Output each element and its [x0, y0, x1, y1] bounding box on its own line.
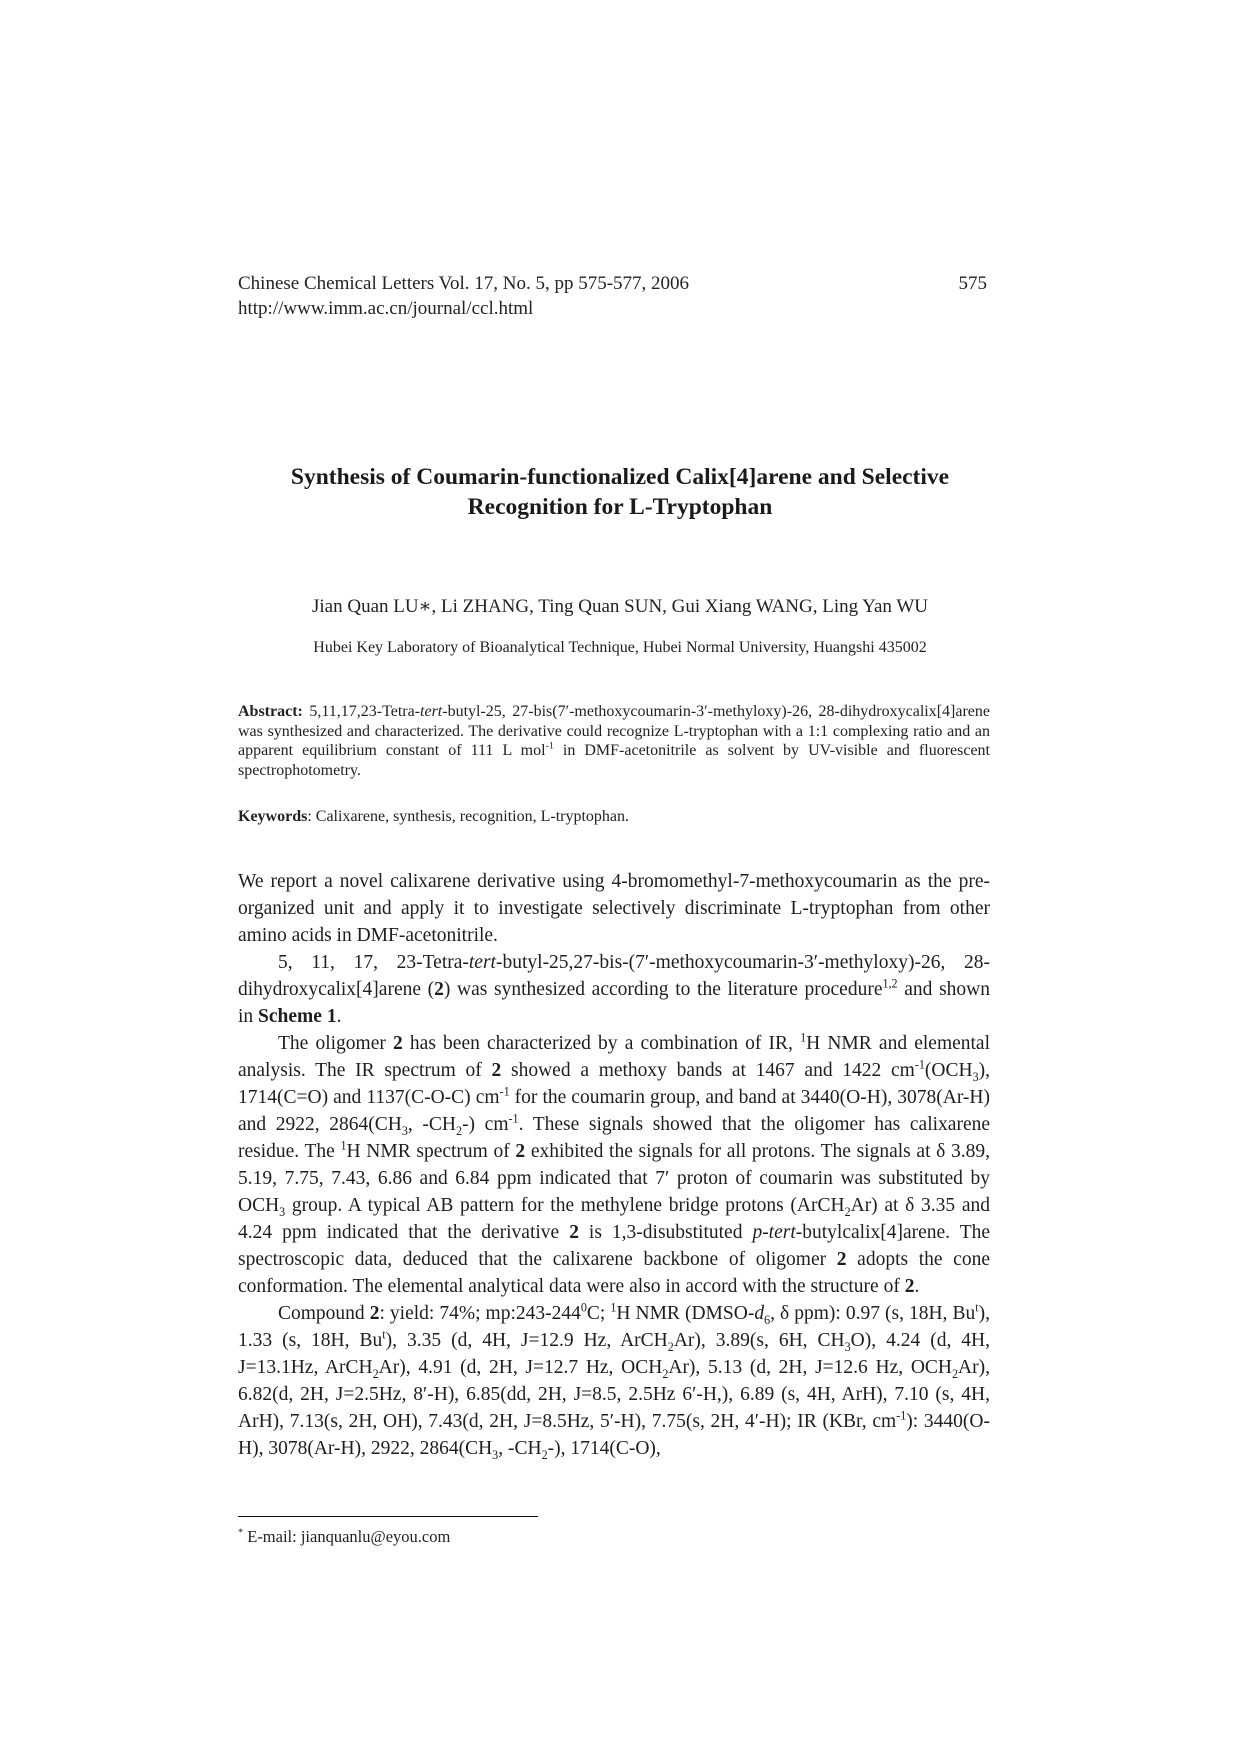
title-line-1: Synthesis of Coumarin-functionalized Calix[4]arene and Selective	[290, 464, 950, 490]
footnote-divider	[238, 1516, 538, 1517]
keywords	[238, 808, 629, 826]
footnote-mark: *	[238, 1527, 244, 1539]
footnote	[238, 1527, 450, 1547]
body-paragraph-4: Compound 2: yield: 74%; $mp:243-244^0C$; $^1$H NMR ($DMSO-d_6$, δ ppm): 0.97 (s, 18H, Bu$^t$), 1.33 (s, 18H, Bu$^t$), 3.35 (d, 4H, J=12.9 Hz, ArCH$_2$Ar), 3.89(s, 6H, $CH_3O$), 4.24 (d, 4H, J=13.1Hz, ArCH$_2$Ar), 4.91 (d, 2H, J=12.7 Hz, $OCH_2Ar$), 5.13 (d, 2H, J=12.6 Hz, $OCH_2Ar$), 6.82(d, 2H, J=2.5Hz, 8′-H), 6.85(dd, 2H, J=8.5, 2.5Hz 6′-H,), 6.89 (s, 4H, ArH), 7.10 (s, 4H, ArH), 7.13(s, 2H, OH), 7.43(d, 2H, J=8.5Hz, 5′-H), 7.75(s, 2H, 4′-H); IR (KBr, $cm^{-1}$): 3440(O-H), 3078(Ar-H), 2922, $2864(CH_3$, $-CH_2-$), 1714(C-O),	[238, 1300, 991, 1462]
author-list: Jian Quan LU∗, Li ZHANG, Ting Quan SUN, Gui Xiang WANG, Ling Yan WU	[312, 596, 928, 617]
journal-citation: Chinese Chemical Letters Vol. 17, No. 5, pp 575-577, 2006	[238, 273, 690, 294]
body-text	[238, 868, 990, 1462]
body-paragraph-3: The oligomer 2 has been characterized by a combination of IR, $^1$H NMR and elemental analysis. The IR spectrum of 2 showed a methoxy bands at 1467 and 1422 $cm^{-1}(OCH_3)$, 1714(C=O) and 1137(C-O-C) $cm^{-1}$ for the coumarin group, and band at 3440(O-H), 3078(Ar-H) and 2922, $2864(CH_3$, $-CH_2-$) $cm^{-1}$. These signals showed that the oligomer has calixarene residue. The $^1$H NMR spectrum of 2 exhibited the signals for all protons. The signals at δ 3.89, 5.19, 7.75, 7.43, 6.86 and 6.84 ppm indicated that 7′ proton of coumarin was substituted by $OCH_3$ group. A typical AB pattern for the methylene bridge protons (ArCH$_2$Ar) at δ 3.35 and 4.24 ppm indicated that the derivative 2 is 1,3-disubstituted p-tert-butylcalix[4]arene. The spectroscopic data, deduced that the calixarene backbone of oligomer 2 adopts the cone conformation. The elemental analytical data were also in accord with the structure of 2.	[238, 1030, 991, 1297]
abstract-text-1: 5,11,17,23-Tetra-	[309, 703, 421, 720]
abstract-text-2: -butyl-25, 27-bis(7′-methoxycoumarin-3′-methyloxy)-26, 28-dihydroxycalix[4]arene was synthesized and characterized. The derivative could recognize L-tryptophan with a 1:1 complexing ratio and an apparent equilibrium constant of 111 L mol	[238, 703, 990, 759]
keywords-label: Keywords	[238, 808, 308, 825]
scheme-reference: Scheme 1	[258, 1006, 337, 1027]
journal-url: http://www.imm.ac.cn/journal/ccl.html	[238, 298, 534, 319]
body-paragraph-1: We report a novel calixarene derivative using 4-bromomethyl-7-methoxycoumarin as the pre-organized unit and apply it to investigate selectively discriminate L-tryptophan from other amino acids in DMF-acetonitrile.	[238, 871, 990, 946]
abstract-text-3: in DMF-acetonitrile as solvent by UV-visible and fluorescent spectrophotometry.	[238, 742, 990, 779]
abstract-sup: -1	[545, 740, 554, 752]
abstract-tert: tert	[420, 703, 443, 720]
affiliation: Hubei Key Laboratory of Bioanalytical Technique, Hubei Normal University, Huangshi 435002	[313, 639, 927, 656]
title-line-2: Recognition for L-Tryptophan	[467, 494, 773, 520]
keywords-text: : Calixarene, synthesis, recognition, L-tryptophan.	[307, 808, 630, 825]
reference-citation[interactable]: 1,2	[882, 976, 898, 991]
abstract-label: Abstract:	[238, 703, 303, 720]
body-paragraph-2: 5, 11, 17, 23-Tetra-tert-butyl-25,27-bis-(7′-methoxycoumarin-3′-methyloxy)-26, 28-dihydroxycalix[4]arene (2) was synthesized according to the literature procedure$^{1,2}$ and shown in Scheme 1.	[238, 952, 990, 1027]
abstract	[238, 702, 990, 780]
footnote-email[interactable]: E-mail: jianquanlu@eyou.com	[243, 1527, 451, 1546]
page-number: 575	[958, 273, 987, 294]
paper-title	[238, 462, 1002, 522]
